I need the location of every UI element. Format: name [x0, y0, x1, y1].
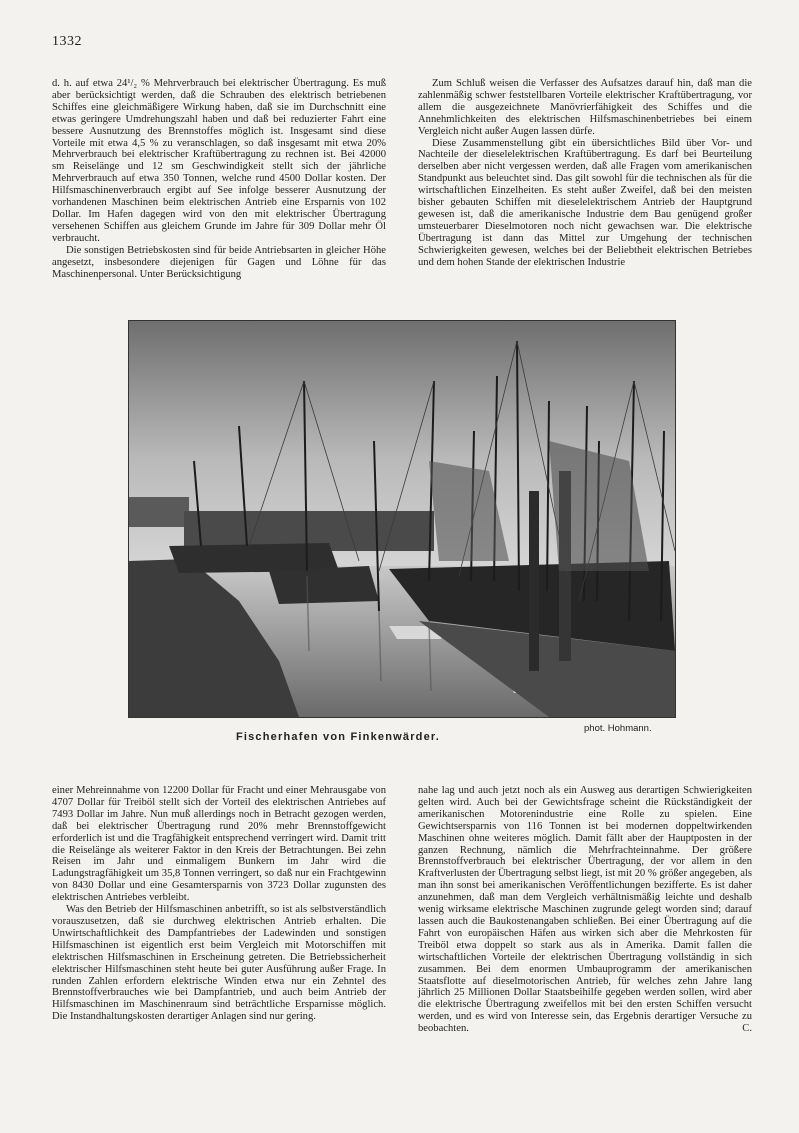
paragraph: d. h. auf etwa 24¹/₂ % Mehrverbrauch bei elektrischer Übertragung. Es muß aber berücksichtigt werden, daß die Schrauben des elektrisch betriebenen Schiffes eine gleichmäßigere Wirkung haben, daß sie im Durchschnitt eine etwas geringere Umdrehungszahl haben und daß bei reduzierter Fahrt eine bessere Ausnutzung des Brennstoffes möglich ist. Insgesamt sind diese Vorteile mit etwa 4,5 % zu veranschlagen, so daß insgesamt mit etwa 20% Mehrverbrauch bei elektrischer Kraftübertragung zu rechnen ist. Bei 42000 sm Reiselänge und 12 sm Geschwindigkeit stellt sich der jährliche Mehrverbrauch auf etwa 350 Tonnen, welche rund 4500 Dollar kosten. Der Hilfsmaschinenverbrauch ergibt auf See infolge besserer Ausnutzung der vorhandenen Maschinen beim elektrischen Antrieb eine Ersparnis von 102 Dollar. Im Hafen dagegen wird von den mit elektrischer Übertragung versehenen Schiffen aus gleichem Grunde im Jahre für 309 Dollar mehr Öl verbraucht.: [52, 78, 386, 244]
author-signature: C.: [742, 1023, 752, 1035]
photo-credit: phot. Hohmann.: [584, 723, 652, 734]
paragraph: nahe lag und auch jetzt noch als ein Ausweg aus derartigen Schwierigkeiten gelten wird. Auch bei der Gewichtsfrage scheint die Rückständigkeit der amerikanischen Motorenindustrie eine Rolle zu spielen. Eine Gewichtsersparnis von 116 Tonnen ist bei modernen doppeltwirkenden Maschinen ohne weiteres möglich. Damit fällt aber der Hauptposten in der ganzen Rechnung, nämlich die Mehrfrachteinnahme. Der größere Brennstoffverbrauch bei elektrischer Übertragung, der vor allem in den Kraftverlusten der Übertragung selbst liegt, ist mit 20 % größer angegeben, als man ihn sonst bei amerikanischen Veröffentlichungen bezifferte. Es ist daher anzunehmen, daß man dem Vergleich verhältnismäßig leichte und deshalb wenig wirksame elektrische Maschinen zugrunde gelegt worden sind; darauf lassen auch die Baukostenangaben schließen. Bei einer Übertragung auf die Fahrt von europäischen Häfen aus wirken sich aber die Mehrkosten für Treiböl etwa doppelt so stark aus als in Amerika. Damit fallen die wirtschaftlichen Vorteile der elektrischen Übertragung vollständig in sich zusammen. Bei dem enormen Umbauprogramm der amerikanischen Staatsflotte auf dieselmotorischen Antrieb, für welches zehn Jahre lang jährlich 25 Millionen Dollar Staatsbeihilfe gegeben werden sollen, wird aber die elektrische Übertragung zweifellos mit bei den ersten Schiffen versucht werden, und es wird von Interesse sein, das Ergebnis derartiger Versuche zu beobachten.: [418, 785, 752, 1035]
paragraph: Was den Betrieb der Hilfsmaschinen anbetrifft, so ist als selbstverständlich vorauszusetzen, daß sie durchweg elektrischen Antrieb erhalten. Die Unwirtschaftlichkeit des Dampfantriebes der Ladewinden und sonstigen Hilfsmaschinen ist eigentlich erst beim Vergleich mit Motorschiffen mit elektrischen Hilfsmaschinen in Erscheinung getreten. Die Betriebssicherheit elektrischer Hilfsmaschinen steht heute bei guter Ausführung außer Frage. In runden Zahlen erfordern elektrische Winden etwa nur ein Zehntel des Brennstoffverbrauches wie bei Dampfantrieb, und auch beim Antrieb der Hilfsmaschinen im Maschinenraum sind beträchtliche Ersparnisse möglich. Die Instandhaltungskosten derartiger Anlagen sind nur gering.: [52, 904, 386, 1023]
paragraph: einer Mehreinnahme von 12200 Dollar für Fracht und einer Mehrausgabe von 4707 Dollar für Treiböl stellt sich der Vorteil des elektrischen Antriebes auf 7493 Dollar im Jahre. Nun muß allerdings noch in Betracht gezogen werden, daß bei elektrischer Übertragung rund 20% mehr Brennstoffgewicht erforderlich ist und die Tragfähigkeit entsprechend verringert wird. Damit tritt die Reiselänge als weiterer Faktor in den Kreis der Betrachtungen. Bei zehn Reisen im Jahr und einmaligem Bunkern im Jahr wird die Ladungstragfähigkeit um 35,8 Tonnen verringert, so daß nur ein Frachtgewinn von 8430 Dollar und eine Gesamtersparnis von 3723 Dollar zugunsten des elektrischen Antriebes verbleibt.: [52, 785, 386, 904]
text-column-bottom-left: [52, 785, 386, 1023]
text-column-bottom-right: [418, 785, 752, 1035]
text-column-top-right: [418, 78, 752, 269]
paragraph: Diese Zusammenstellung gibt ein übersichtliches Bild über Vor- und Nachteile der dieselelektrischen Kraftübertragung. Es darf bei Beurteilung derselben aber nicht vergessen werden, daß alle Fragen vom amerikanischen Standpunkt aus beleuchtet sind. Das gilt sowohl für die technischen als für die wirtschaftlichen Einzelheiten. Es steht außer Zweifel, daß bei den meisten bisher gebauten Schiffen mit dieselelektrischem Antrieb der Hauptgrund gewesen ist, daß die amerikanische Industrie dem Bau genügend großer umsteuerbarer Dieselmotoren noch nicht gewachsen war. Die elektrische Übertragung ist dann das Mittel zur Umgehung der technischen Schwierigkeiten gewesen, welches bei der Beliebtheit elektrischen Betriebes und dem hohen Stande der elektrischen Industrie: [418, 137, 752, 268]
paragraph: Zum Schluß weisen die Verfasser des Aufsatzes darauf hin, daß man die zahlenmäßig schwer feststellbaren Vorteile elektrischer Kraftübertragung, vor allem die ausgezeichnete Manövrierfähigkeit des Schiffes und die Annehmlichkeiten des elektrischen Hilfsmaschinenbetriebes bei einem Vergleich nicht außer Augen lassen dürfe.: [418, 78, 752, 137]
harbor-photo-drawing: [129, 321, 675, 717]
text-column-top-left: [52, 78, 386, 280]
figure-caption: Fischerhafen von Finkenwärder.: [235, 731, 441, 743]
harbor-photo: [128, 320, 676, 718]
page-number: 1332: [52, 34, 82, 49]
paragraph: Die sonstigen Betriebskosten sind für beide Antriebsarten in gleicher Höhe angesetzt, insbesondere diejenigen für Gagen und Löhne für das Maschinenpersonal. Unter Berücksichtigung: [52, 244, 386, 280]
